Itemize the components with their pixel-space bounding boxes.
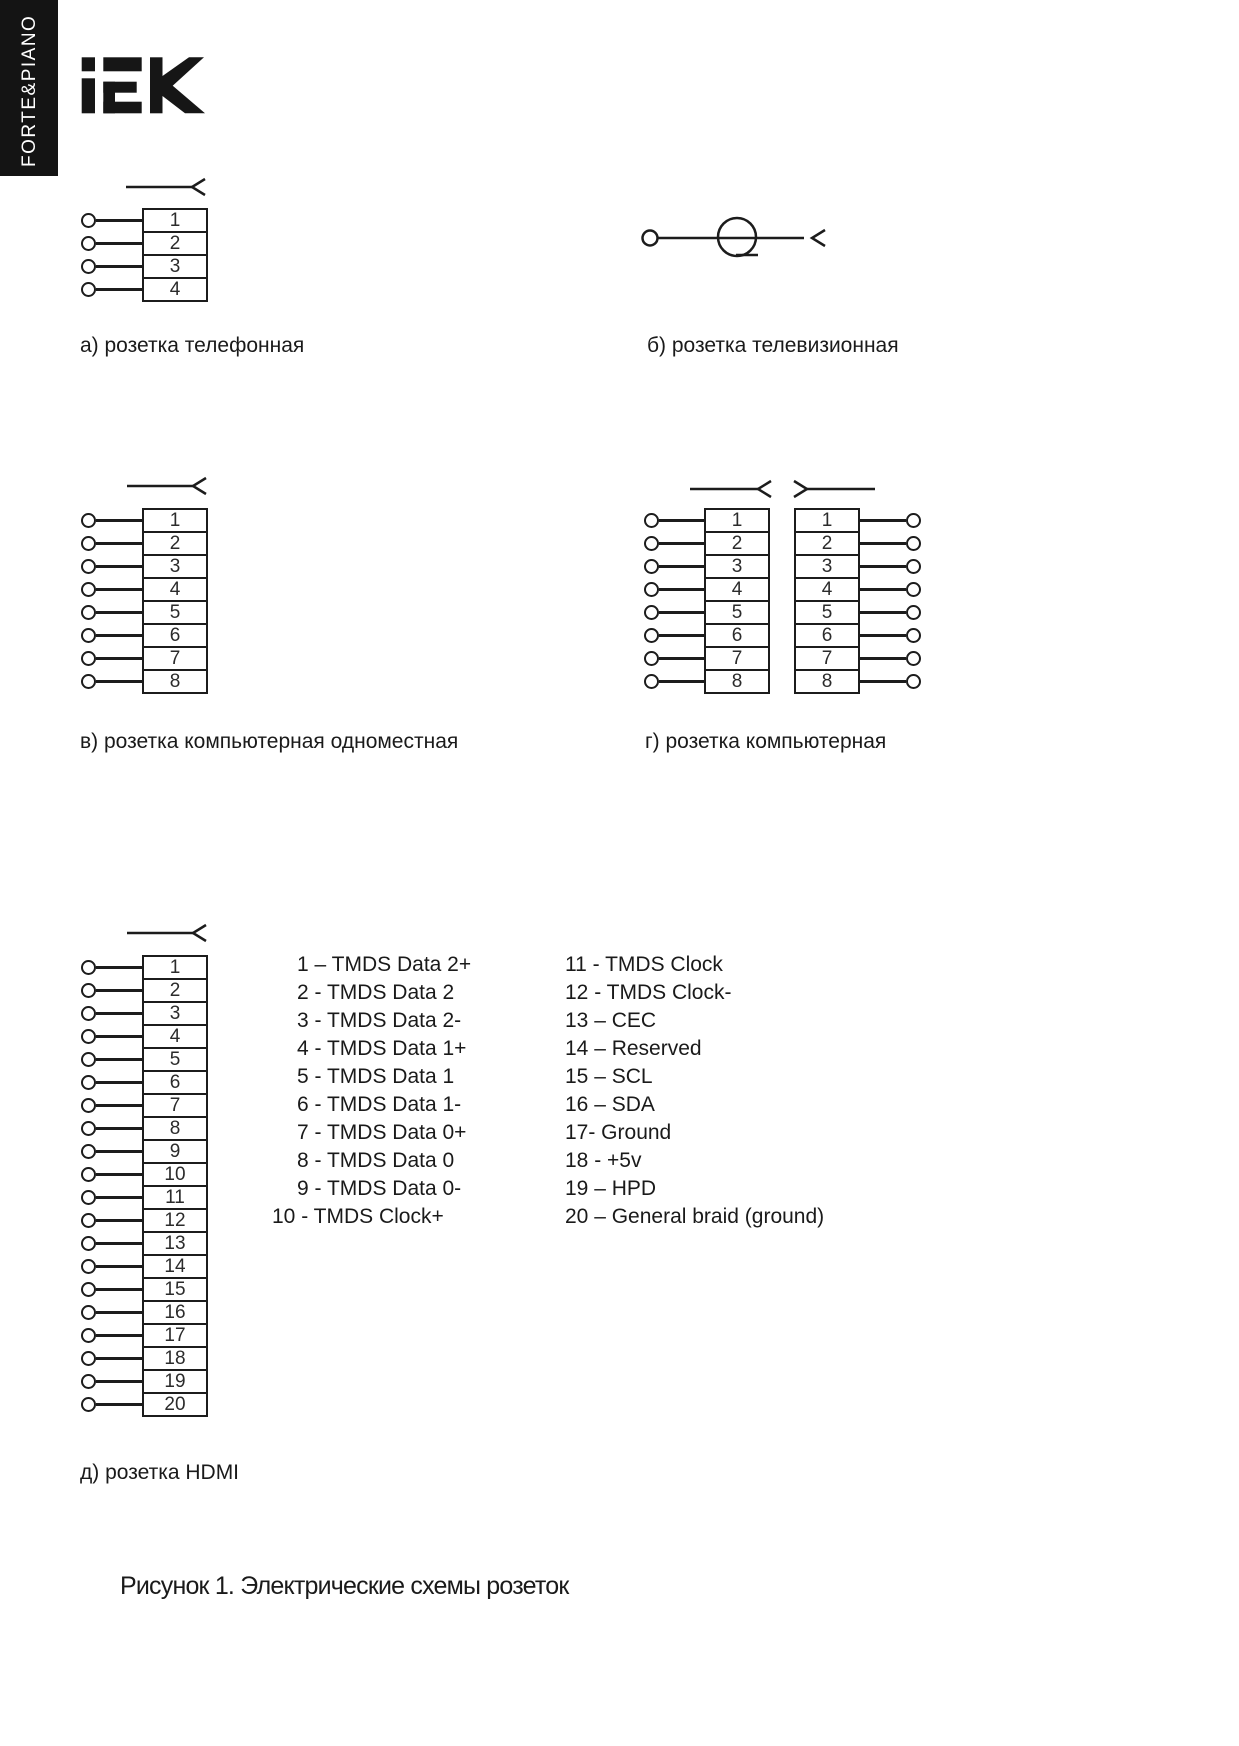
wire-line — [96, 1058, 142, 1061]
terminal-circle-icon — [81, 513, 96, 528]
wire-line — [860, 565, 906, 568]
pin-number-cell: 10 — [142, 1162, 208, 1187]
terminal-circle-icon — [81, 628, 96, 643]
caption-computer-socket-dual: г) розетка компьютерная — [645, 730, 887, 753]
pin-row — [81, 1024, 208, 1049]
pin-row — [794, 554, 921, 579]
tv-socket-symbol — [641, 213, 831, 263]
wire-line — [96, 1196, 142, 1199]
terminal-circle-icon — [906, 628, 921, 643]
terminal-circle-icon — [81, 1351, 96, 1366]
pin-number-cell: 4 — [704, 577, 770, 602]
pin-row — [794, 531, 921, 556]
hdmi-pin-label: 18 - +5v — [565, 1149, 642, 1172]
caption-tv-socket: б) розетка телевизионная — [647, 334, 899, 357]
terminal-circle-icon — [644, 628, 659, 643]
terminal-circle-icon — [81, 536, 96, 551]
wire-line — [860, 680, 906, 683]
terminal-circle-icon — [906, 536, 921, 551]
terminal-circle-icon — [81, 674, 96, 689]
wire-line — [96, 611, 142, 614]
wire-line — [659, 519, 704, 522]
pin-number-cell: 4 — [794, 577, 860, 602]
hdmi-pin-label: 12 - TMDS Clock- — [565, 981, 732, 1004]
hdmi-pin-label: 2 - TMDS Data 2 — [297, 981, 455, 1004]
pin-row — [644, 531, 770, 556]
wire-line — [96, 634, 142, 637]
pin-row — [81, 554, 208, 579]
hdmi-pin-label: 3 - TMDS Data 2- — [297, 1009, 462, 1032]
terminal-circle-icon — [81, 1190, 96, 1205]
pin-number-cell: 5 — [142, 600, 208, 625]
pin-number-cell: 5 — [142, 1047, 208, 1072]
pin-row — [644, 669, 770, 694]
terminal-circle-icon — [81, 1098, 96, 1113]
pin-row — [81, 277, 208, 302]
wire-line — [96, 1150, 142, 1153]
wire-line — [96, 1219, 142, 1222]
socket-arrow-icon — [126, 177, 208, 197]
hdmi-socket-diagram — [81, 955, 208, 1415]
pin-number-cell: 6 — [142, 1070, 208, 1095]
computer-socket-single-diagram — [81, 508, 208, 692]
hdmi-pin-legend-column-1 — [272, 951, 471, 1231]
terminal-circle-icon — [906, 605, 921, 620]
socket-arrow-icon-mirrored — [793, 479, 875, 499]
pin-number-cell: 2 — [142, 978, 208, 1003]
pin-row — [81, 1369, 208, 1394]
hdmi-pin-label: 1 – TMDS Data 2+ — [297, 953, 472, 976]
pin-row — [81, 1047, 208, 1072]
hdmi-pin-label: 10 - TMDS Clock+ — [272, 1205, 444, 1228]
pin-row — [644, 508, 770, 533]
pin-row — [81, 1300, 208, 1325]
terminal-circle-icon — [81, 1305, 96, 1320]
pin-number-cell: 16 — [142, 1300, 208, 1325]
terminal-circle-icon — [81, 559, 96, 574]
pin-number-cell: 8 — [794, 669, 860, 694]
pin-number-cell: 17 — [142, 1323, 208, 1348]
pin-row — [81, 508, 208, 533]
pin-number-cell: 6 — [142, 623, 208, 648]
pin-row — [794, 508, 921, 533]
pin-number-cell: 1 — [704, 508, 770, 533]
pin-number-cell: 3 — [142, 1001, 208, 1026]
pin-row — [794, 646, 921, 671]
pin-number-cell: 2 — [142, 231, 208, 256]
pin-row — [81, 254, 208, 279]
pin-number-cell: 13 — [142, 1231, 208, 1256]
wire-line — [96, 1311, 142, 1314]
pin-number-cell: 4 — [142, 1024, 208, 1049]
pin-number-cell: 3 — [704, 554, 770, 579]
pin-number-cell: 3 — [142, 254, 208, 279]
wire-line — [659, 588, 704, 591]
wire-line — [96, 519, 142, 522]
terminal-circle-icon — [81, 1259, 96, 1274]
computer-socket-dual-left-diagram — [644, 508, 770, 692]
pin-row — [81, 600, 208, 625]
wire-line — [96, 588, 142, 591]
hdmi-pin-label: 8 - TMDS Data 0 — [297, 1149, 455, 1172]
pin-number-cell: 7 — [142, 1093, 208, 1118]
pin-row — [81, 1323, 208, 1348]
wire-line — [96, 1265, 142, 1268]
terminal-circle-icon — [906, 651, 921, 666]
wire-line — [96, 1242, 142, 1245]
wire-line — [860, 611, 906, 614]
pin-number-cell: 9 — [142, 1139, 208, 1164]
terminal-circle-icon — [644, 605, 659, 620]
terminal-circle-icon — [81, 983, 96, 998]
hdmi-pin-label: 6 - TMDS Data 1- — [297, 1093, 462, 1116]
wire-line — [96, 1081, 142, 1084]
terminal-circle-icon — [81, 1075, 96, 1090]
pin-number-cell: 11 — [142, 1185, 208, 1210]
terminal-circle-icon — [81, 1052, 96, 1067]
pin-row — [81, 231, 208, 256]
terminal-circle-icon — [81, 1374, 96, 1389]
brand-sidebar — [0, 0, 58, 176]
pin-number-cell: 1 — [794, 508, 860, 533]
pin-number-cell: 6 — [704, 623, 770, 648]
pin-row — [81, 1070, 208, 1095]
pin-number-cell: 2 — [142, 531, 208, 556]
pin-row — [81, 1139, 208, 1164]
wire-line — [860, 588, 906, 591]
pin-number-cell: 12 — [142, 1208, 208, 1233]
wire-line — [96, 1403, 142, 1406]
iek-logo — [75, 50, 210, 118]
caption-telephone-socket: а) розетка телефонная — [80, 334, 305, 357]
wire-line — [96, 265, 142, 268]
wire-line — [96, 1357, 142, 1360]
pin-row — [81, 669, 208, 694]
pin-row — [794, 669, 921, 694]
wire-line — [860, 634, 906, 637]
terminal-circle-icon — [81, 236, 96, 251]
pin-row — [81, 1208, 208, 1233]
terminal-circle-icon — [81, 1236, 96, 1251]
terminal-circle-icon — [906, 513, 921, 528]
figure-caption: Рисунок 1. Электрические схемы розеток — [120, 1572, 569, 1600]
pin-number-cell: 18 — [142, 1346, 208, 1371]
terminal-circle-icon — [81, 1144, 96, 1159]
pin-number-cell: 14 — [142, 1254, 208, 1279]
pin-row — [81, 1001, 208, 1026]
wire-line — [96, 1012, 142, 1015]
terminal-circle-icon — [81, 1029, 96, 1044]
computer-socket-dual-right-diagram — [794, 508, 921, 692]
pin-row — [81, 623, 208, 648]
wire-line — [659, 657, 704, 660]
wire-line — [96, 1127, 142, 1130]
hdmi-pin-label: 7 - TMDS Data 0+ — [297, 1121, 467, 1144]
pin-row — [644, 623, 770, 648]
pin-row — [81, 1162, 208, 1187]
pin-row — [81, 978, 208, 1003]
wire-line — [96, 1104, 142, 1107]
terminal-circle-icon — [906, 674, 921, 689]
terminal-circle-icon — [81, 1397, 96, 1412]
pin-number-cell: 8 — [704, 669, 770, 694]
pin-row — [644, 600, 770, 625]
terminal-circle-icon — [81, 259, 96, 274]
pin-number-cell: 19 — [142, 1369, 208, 1394]
wire-line — [96, 989, 142, 992]
hdmi-pin-label: 9 - TMDS Data 0- — [297, 1177, 462, 1200]
pin-number-cell: 15 — [142, 1277, 208, 1302]
hdmi-pin-label: 13 – CEC — [565, 1009, 657, 1032]
socket-arrow-icon — [127, 923, 209, 943]
wire-line — [659, 680, 704, 683]
pin-number-cell: 1 — [142, 955, 208, 980]
wire-line — [96, 219, 142, 222]
pin-row — [81, 1185, 208, 1210]
hdmi-pin-label: 11 - TMDS Clock — [565, 953, 723, 976]
terminal-circle-icon — [81, 1006, 96, 1021]
telephone-socket-diagram — [81, 208, 208, 300]
terminal-circle-icon — [81, 1282, 96, 1297]
caption-hdmi-socket: д) розетка HDMI — [80, 1461, 240, 1484]
pin-row — [794, 577, 921, 602]
hdmi-pin-label: 17- Ground — [565, 1121, 672, 1144]
wire-line — [96, 242, 142, 245]
wire-line — [860, 542, 906, 545]
wire-line — [96, 657, 142, 660]
terminal-circle-icon — [81, 1121, 96, 1136]
pin-row — [81, 646, 208, 671]
pin-number-cell: 3 — [794, 554, 860, 579]
pin-row — [81, 577, 208, 602]
pin-row — [81, 1254, 208, 1279]
caption-computer-socket-single: в) розетка компьютерная одноместная — [80, 730, 459, 753]
pin-number-cell: 1 — [142, 208, 208, 233]
hdmi-pin-label: 19 – HPD — [565, 1177, 657, 1200]
pin-row — [81, 1093, 208, 1118]
pin-row — [794, 600, 921, 625]
wire-line — [860, 519, 906, 522]
terminal-circle-icon — [644, 674, 659, 689]
pin-number-cell: 5 — [794, 600, 860, 625]
pin-row — [81, 1277, 208, 1302]
socket-arrow-icon — [127, 476, 209, 496]
pin-number-cell: 5 — [704, 600, 770, 625]
pin-number-cell: 7 — [794, 646, 860, 671]
hdmi-pin-label: 15 – SCL — [565, 1065, 653, 1088]
terminal-circle-icon — [644, 582, 659, 597]
pin-row — [81, 531, 208, 556]
pin-number-cell: 8 — [142, 1116, 208, 1141]
pin-row — [644, 554, 770, 579]
wire-line — [659, 565, 704, 568]
terminal-circle-icon — [644, 651, 659, 666]
pin-row — [81, 955, 208, 980]
terminal-circle-icon — [906, 559, 921, 574]
terminal-circle-icon — [644, 536, 659, 551]
terminal-circle-icon — [81, 651, 96, 666]
pin-row — [81, 1392, 208, 1417]
pin-number-cell: 20 — [142, 1392, 208, 1417]
pin-row — [794, 623, 921, 648]
hdmi-pin-label: 5 - TMDS Data 1 — [297, 1065, 455, 1088]
pin-number-cell: 7 — [142, 646, 208, 671]
socket-arrow-icon — [690, 479, 772, 499]
wire-line — [860, 657, 906, 660]
hdmi-pin-label: 14 – Reserved — [565, 1037, 702, 1060]
pin-number-cell: 8 — [142, 669, 208, 694]
terminal-circle-icon — [644, 513, 659, 528]
wire-line — [96, 1334, 142, 1337]
wire-line — [96, 565, 142, 568]
wire-line — [96, 1380, 142, 1383]
terminal-circle-icon — [644, 559, 659, 574]
hdmi-pin-label: 20 – General braid (ground) — [565, 1205, 825, 1228]
pin-number-cell: 7 — [704, 646, 770, 671]
pin-number-cell: 2 — [704, 531, 770, 556]
pin-row — [644, 577, 770, 602]
wire-line — [659, 634, 704, 637]
terminal-circle-icon — [81, 605, 96, 620]
wire-line — [96, 288, 142, 291]
pin-number-cell: 4 — [142, 577, 208, 602]
wire-line — [96, 1035, 142, 1038]
pin-row — [81, 1116, 208, 1141]
terminal-circle-icon — [81, 1213, 96, 1228]
pin-number-cell: 3 — [142, 554, 208, 579]
pin-number-cell: 4 — [142, 277, 208, 302]
terminal-circle-icon — [81, 282, 96, 297]
pin-number-cell: 6 — [794, 623, 860, 648]
wire-line — [96, 1173, 142, 1176]
wire-line — [659, 611, 704, 614]
hdmi-pin-label: 16 – SDA — [565, 1093, 655, 1116]
brand-series-label: FORTE&PIANO — [19, 14, 40, 167]
terminal-circle-icon — [81, 582, 96, 597]
terminal-circle-icon — [906, 582, 921, 597]
hdmi-pin-label: 4 - TMDS Data 1+ — [297, 1037, 467, 1060]
pin-row — [81, 1346, 208, 1371]
wire-line — [96, 966, 142, 969]
wire-line — [96, 680, 142, 683]
pin-row — [81, 208, 208, 233]
wire-line — [659, 542, 704, 545]
terminal-circle-icon — [81, 1328, 96, 1343]
terminal-circle-icon — [81, 960, 96, 975]
terminal-circle-icon — [81, 1167, 96, 1182]
pin-row — [81, 1231, 208, 1256]
hdmi-pin-legend-column-2 — [565, 951, 824, 1231]
pin-row — [644, 646, 770, 671]
wire-line — [96, 542, 142, 545]
pin-number-cell: 1 — [142, 508, 208, 533]
wire-line — [96, 1288, 142, 1291]
terminal-circle-icon — [81, 213, 96, 228]
pin-number-cell: 2 — [794, 531, 860, 556]
